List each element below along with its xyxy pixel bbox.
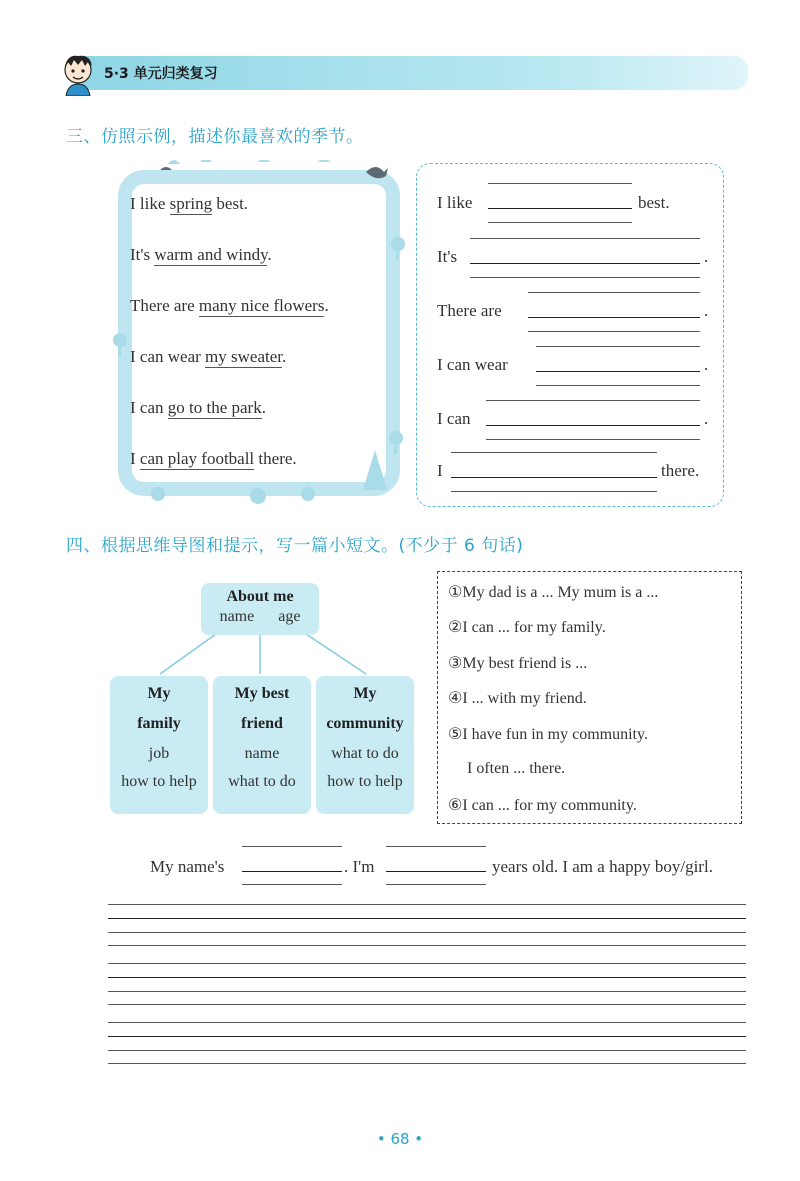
example-line-2: It's warm and windy. — [130, 245, 272, 264]
section-4-title: 四、根据思维导图和提示，写一篇小短文。(不少于 6 句话) — [66, 536, 524, 556]
hint-3: ③My best friend is ... — [448, 655, 588, 672]
header-title: 5·3 单元归类复习 — [104, 66, 218, 82]
section-3-title: 三、仿照示例，描述你最喜欢的季节。 — [66, 127, 364, 147]
fill-blank-4[interactable] — [536, 371, 700, 372]
fill-in-box — [416, 163, 724, 507]
fill-line-4-pre: I can wear — [437, 355, 508, 374]
example-line-3: There are many nice flowers. — [130, 296, 329, 315]
fill-blank-6[interactable] — [451, 477, 657, 478]
fill-line-6-post: there. — [661, 461, 700, 480]
starter-my-name: My name's — [150, 857, 225, 876]
fill-line-6-pre: I — [437, 461, 443, 480]
mindmap-family: My family job how to help — [110, 676, 208, 814]
fill-line-1-pre: I like — [437, 193, 473, 212]
hint-1: ①My dad is a ... My mum is a ... — [448, 584, 659, 601]
mindmap-about-me-fields: name age — [219, 608, 301, 625]
fill-line-2-pre: It's — [437, 247, 458, 266]
fill-line-1-post: best. — [638, 193, 670, 212]
example-line-6: I can play football there. — [130, 449, 297, 468]
name-blank[interactable] — [242, 871, 342, 872]
hint-6: ⑥I can ... for my community. — [448, 797, 637, 814]
fill-blank-2[interactable] — [470, 263, 700, 264]
starter-years-old: years old. I am a happy boy/girl. — [492, 857, 713, 876]
page-number: • 68 • — [376, 1130, 424, 1148]
fill-line-5-pre: I can — [437, 409, 471, 428]
fill-line-3-pre: There are — [437, 301, 502, 320]
mindmap-connectors — [140, 628, 380, 678]
starter-im: . I'm — [344, 857, 375, 876]
mindmap-about-me — [201, 583, 319, 635]
example-line-1: I like spring best. — [130, 194, 249, 213]
example-line-4: I can wear my sweater. — [130, 347, 287, 366]
mascot-icon — [58, 52, 98, 96]
fill-blank-3[interactable] — [528, 317, 700, 318]
mindmap-best-friend: My best friend name what to do — [213, 676, 311, 814]
fill-blank-5[interactable] — [486, 425, 700, 426]
mindmap-community: My community what to do how to help — [316, 676, 414, 814]
hints-box — [437, 571, 742, 824]
hint-4: ④I ... with my friend. — [448, 690, 587, 707]
fill-blank-1[interactable] — [488, 208, 632, 209]
mindmap-about-me-title: About me — [226, 588, 294, 605]
hint-5b: I often ... there. — [467, 760, 566, 777]
age-blank[interactable] — [386, 871, 486, 872]
hint-2: ②I can ... for my family. — [448, 619, 606, 636]
hint-5: ⑤I have fun in my community. — [448, 726, 648, 743]
example-line-5: I can go to the park. — [130, 398, 266, 417]
